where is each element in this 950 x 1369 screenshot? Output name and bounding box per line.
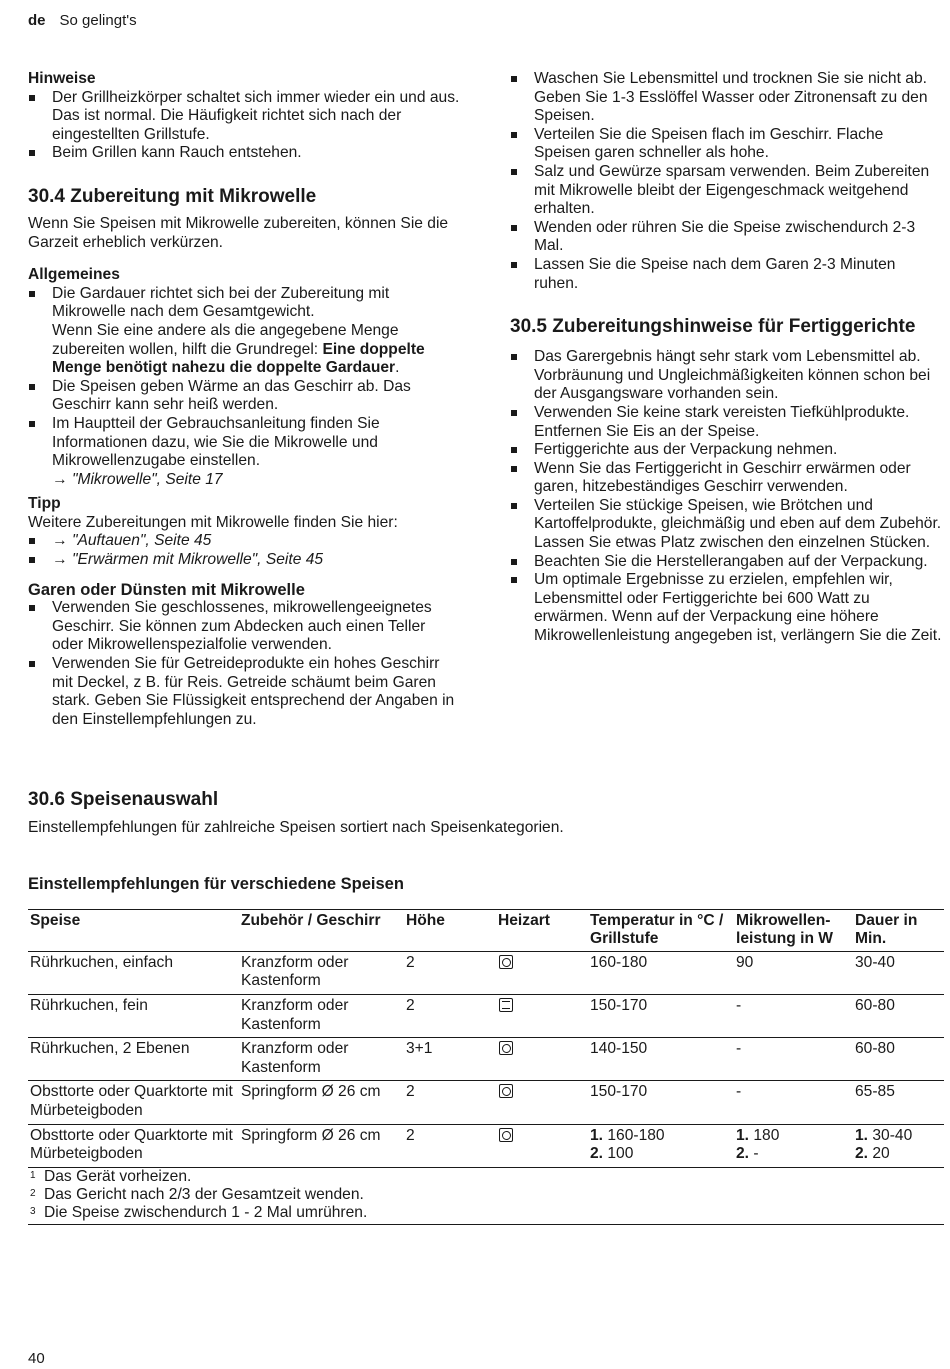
list-item: Verteilen Sie die Speisen flach im Geschirr. Flache Speisen garen schneller als hohe. (510, 126, 942, 163)
hot-air-icon (499, 1041, 513, 1055)
table-row (28, 1038, 944, 1081)
cell-temp: 150-170 (588, 1081, 734, 1124)
footnote (28, 1186, 944, 1204)
cross-reference-link[interactable] (52, 471, 223, 488)
cell-speise: Obsttorte oder Quarktorte mit Mürbeteigboden (28, 1081, 239, 1124)
footnote-mark: 3 (30, 1205, 36, 1217)
cell-heizart (496, 1124, 588, 1167)
cell-mw: - (734, 1081, 853, 1124)
cell-heizart (496, 994, 588, 1037)
cell-mw (734, 1124, 853, 1167)
recommendations-table (28, 909, 944, 1168)
microwave-tips-list (510, 70, 942, 293)
cross-reference-text: "Auftauen", Seite 45 (71, 532, 212, 550)
list-item: Lassen Sie die Speise nach dem Garen 2-3 Minuten ruhen. (510, 256, 942, 293)
cross-reference-text: "Mikrowelle", Seite 17 (71, 470, 223, 488)
arrow-right-icon: → (52, 470, 68, 488)
footnote (28, 1168, 944, 1186)
cell-dauer (853, 1124, 944, 1167)
cell-speise: Rührkuchen, fein (28, 994, 239, 1037)
hot-air-icon (499, 955, 513, 969)
step-number: 2. (590, 1145, 604, 1163)
table-header-row (28, 909, 944, 951)
section-30-6 (28, 788, 928, 838)
cell-dauer: 30-40 (853, 951, 944, 994)
cell-temp: 140-150 (588, 1038, 734, 1081)
table-row (28, 1081, 944, 1124)
column-header: Speise (28, 909, 239, 951)
list-item (28, 415, 460, 489)
cell-heizart (496, 1038, 588, 1081)
table-row (28, 951, 944, 994)
cell-heizart (496, 1081, 588, 1124)
list-item: Wenn Sie das Fertiggericht in Geschirr erwärmen oder garen, hitzebeständiges Geschirr verwenden. (510, 460, 942, 497)
cell-hoehe: 2 (404, 1124, 496, 1167)
cell-zubehoer: Springform Ø 26 cm (239, 1124, 404, 1167)
step-number: 1. (855, 1126, 869, 1144)
column-header: Zubehör / Geschirr (239, 909, 404, 951)
punctuation: . (395, 359, 400, 377)
cell-heizart (496, 951, 588, 994)
garen-heading: Garen oder Dünsten mit Mikrowelle (28, 580, 305, 599)
cell-dauer: 65-85 (853, 1081, 944, 1124)
list-item: Das Garergebnis hängt sehr stark vom Lebensmittel ab. Vorbräunung und Ungleichmäßigkeiten können schon bei der Ausgangsware vorhanden sein. (510, 348, 942, 404)
garen-list (28, 599, 460, 729)
column-header: Heizart (496, 909, 588, 951)
cell-zubehoer: Kranzform oder Kastenform (239, 951, 404, 994)
cell-dauer: 60-80 (853, 994, 944, 1037)
left-column (28, 70, 460, 729)
step-value: 160-180 (607, 1126, 665, 1144)
cell-speise: Rührkuchen, 2 Ebenen (28, 1038, 239, 1081)
cell-hoehe: 3+1 (404, 1038, 496, 1081)
list-item: Beachten Sie die Herstellerangaben auf der Verpackung. (510, 553, 942, 572)
table-footnotes (28, 1168, 944, 1225)
footnote (28, 1204, 944, 1222)
hinweise-heading: Hinweise (28, 70, 96, 87)
cross-reference-link[interactable] (28, 532, 460, 551)
list-item: Verwenden Sie für Getreideprodukte ein hohes Geschirr mit Deckel, z B. für Reis. Getreide schäumt beim Garen stark. Geben Sie Flüssigkeit entsprechend der Angaben in den Einstellempfehlungen zu. (28, 655, 460, 729)
allgemeines-heading: Allgemeines (28, 266, 120, 284)
step-value: 100 (607, 1145, 634, 1163)
list-item-text: Im Hauptteil der Gebrauchsanleitung finden Sie Informationen dazu, wie Sie die Mikrowelle und Mikrowellenzugabe einstellen. (52, 414, 380, 470)
step-number: 1. (590, 1126, 604, 1144)
section-30-4-heading: 30.4 Zubereitung mit Mikrowelle (28, 185, 317, 207)
list-item: Verwenden Sie geschlossenes, mikrowellengeeignetes Geschirr. Sie können zum Abdecken auch einen Teller oder Mikrowellenspezialfolie verwenden. (28, 599, 460, 655)
list-item (28, 285, 460, 378)
list-item: Fertiggerichte aus der Verpackung nehmen. (510, 441, 942, 460)
list-item: Um optimale Ergebnisse zu erzielen, empfehlen wir, Lebensmittel oder Fertiggerichte bei 600 Watt zu erwärmen. Wenn auf der Verpackung eine höhere Mikrowellenleistung angegeben ist, verlängern Sie die Zeit. (510, 571, 942, 645)
footnote-text: Die Speise zwischendurch 1 - 2 Mal umrühren. (44, 1203, 368, 1221)
step-number: 1. (736, 1126, 750, 1144)
tipp-text: Weitere Zubereitungen mit Mikrowelle finden Sie hier: (28, 513, 398, 531)
cell-temp: 150-170 (588, 994, 734, 1037)
column-header: Mikrowellen-leistung in W (734, 909, 853, 951)
cell-speise: Rührkuchen, einfach (28, 951, 239, 994)
list-item: Verwenden Sie keine stark vereisten Tiefkühlprodukte. Entfernen Sie Eis an der Speise. (510, 404, 942, 441)
step-number: 2. (736, 1145, 750, 1163)
rule-emphasis: Eine doppelte Menge benötigt nahezu die doppelte Gardauer (52, 340, 425, 377)
language-code: de (28, 12, 46, 29)
step-value: 180 (753, 1126, 780, 1144)
cell-zubehoer: Kranzform oder Kastenform (239, 1038, 404, 1081)
footnote-mark: 2 (30, 1187, 36, 1199)
cross-reference-link[interactable] (28, 551, 460, 570)
column-header: Dauer in Min. (853, 909, 944, 951)
cell-hoehe: 2 (404, 951, 496, 994)
list-item: Salz und Gewürze sparsam verwenden. Beim Zubereiten mit Mikrowelle bleibt der Eigengeschmack weitgehend erhalten. (510, 163, 942, 219)
allgemeines-list (28, 285, 460, 490)
recommendations-table-block (28, 875, 944, 1225)
footnote-mark: 1 (30, 1169, 36, 1181)
list-item: Verteilen Sie stückige Speisen, wie Brötchen und Kartoffelprodukte, gleichmäßig und eben auf dem Zubehör. Lassen Sie etwas Platz zwischen den einzelnen Stücken. (510, 497, 942, 553)
list-item-text: Wenn Sie eine andere als die angegebene Menge zubereiten wollen, hilft die Grundregel: (52, 321, 399, 358)
cell-temp (588, 1124, 734, 1167)
page-number: 40 (28, 1350, 45, 1367)
section-30-4-intro: Wenn Sie Speisen mit Mikrowelle zubereiten, können Sie die Garzeit erheblich verkürzen. (28, 214, 449, 251)
list-item: Wenden oder rühren Sie die Speise zwischendurch 2-3 Mal. (510, 219, 942, 256)
step-number: 2. (855, 1145, 869, 1163)
cross-reference-text: "Erwärmen mit Mikrowelle", Seite 45 (71, 551, 324, 569)
chapter-title: So gelingt's (59, 12, 137, 29)
section-30-5-heading: 30.5 Zubereitungshinweise für Fertiggerichte (510, 316, 916, 338)
list-item: Beim Grillen kann Rauch entstehen. (28, 144, 460, 163)
hinweise-list (28, 89, 460, 163)
column-header: Temperatur in °C / Grillstufe (588, 909, 734, 951)
fertiggerichte-list (510, 348, 942, 646)
section-30-6-intro: Einstellempfehlungen für zahlreiche Speisen sortiert nach Speisenkategorien. (28, 819, 564, 836)
list-item-text: Die Gardauer richtet sich bei der Zubereitung mit Mikrowelle nach dem Gesamtgewicht. (52, 284, 390, 321)
cell-mw: - (734, 994, 853, 1037)
cell-zubehoer: Kranzform oder Kastenform (239, 994, 404, 1037)
arrow-right-icon: → (52, 532, 68, 550)
list-item: Die Speisen geben Wärme an das Geschirr ab. Das Geschirr kann sehr heiß werden. (28, 378, 460, 415)
step-value: 20 (872, 1145, 890, 1163)
footnote-text: Das Gericht nach 2/3 der Gesamtzeit wenden. (44, 1185, 364, 1203)
cell-dauer: 60-80 (853, 1038, 944, 1081)
page-header (28, 12, 137, 31)
list-item: Waschen Sie Lebensmittel und trocknen Sie sie nicht ab. Geben Sie 1-3 Esslöffel Wasser oder Zitronensaft zu den Speisen. (510, 70, 942, 126)
cell-zubehoer: Springform Ø 26 cm (239, 1081, 404, 1124)
section-30-6-heading: 30.6 Speisenauswahl (28, 789, 219, 810)
tipp-list (28, 532, 460, 569)
column-header: Höhe (404, 909, 496, 951)
step-value: - (753, 1145, 759, 1163)
step-value: 30-40 (872, 1126, 913, 1144)
cell-speise: Obsttorte oder Quarktorte mit Mürbeteigboden (28, 1124, 239, 1167)
list-item: Der Grillheizkörper schaltet sich immer wieder ein und aus. Das ist normal. Die Häufigkeit richtet sich nach der eingestellten Grillstufe. (28, 89, 460, 145)
tipp-heading: Tipp (28, 495, 61, 513)
cell-mw: - (734, 1038, 853, 1081)
table-row (28, 1124, 944, 1167)
arrow-right-icon: → (52, 551, 68, 569)
table-title: Einstellempfehlungen für verschiedene Speisen (28, 875, 404, 893)
footnote-text: Das Gerät vorheizen. (44, 1167, 192, 1185)
right-column (510, 70, 942, 646)
cell-hoehe: 2 (404, 1081, 496, 1124)
hot-air-icon (499, 1128, 513, 1142)
cell-mw: 90 (734, 951, 853, 994)
table-row (28, 994, 944, 1037)
hot-air-icon (499, 1084, 513, 1098)
top-bottom-heat-icon (499, 998, 513, 1012)
cell-hoehe: 2 (404, 994, 496, 1037)
cell-temp: 160-180 (588, 951, 734, 994)
